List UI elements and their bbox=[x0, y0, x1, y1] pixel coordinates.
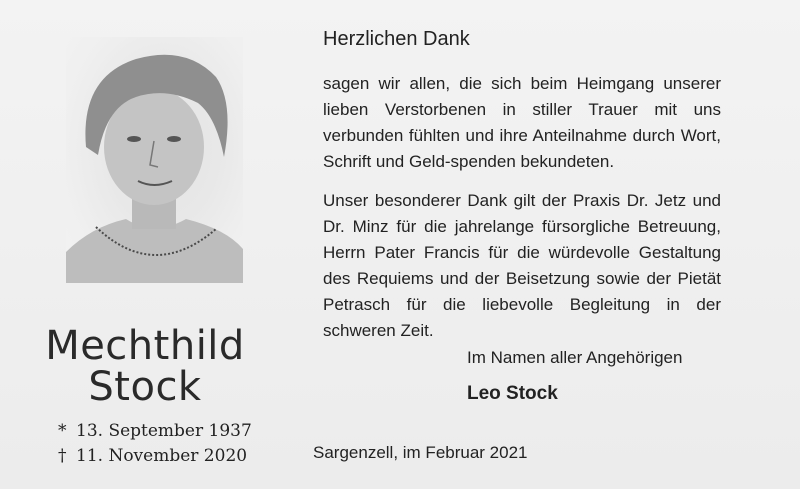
heading-block bbox=[323, 26, 719, 52]
closing-block bbox=[467, 346, 727, 406]
closing-line: Im Namen aller Angehörigen bbox=[467, 348, 683, 367]
portrait-photo bbox=[66, 37, 243, 283]
thanks-paragraph-1: sagen wir allen, die sich beim Heimgang unserer lieben Verstorbenen in stiller Trauer mit uns verbunden fühlten und ihre Anteilnahme durch Wort, Schrift und Geld-spenden bekundeten. bbox=[323, 74, 721, 171]
signer-name: Leo Stock bbox=[467, 383, 558, 404]
life-dates bbox=[58, 419, 258, 469]
birth-row bbox=[58, 419, 258, 444]
death-row bbox=[58, 444, 258, 469]
birth-date: 13. September 1937 bbox=[76, 421, 252, 441]
place-date: Sargenzell, im Februar 2021 bbox=[313, 443, 528, 462]
deceased-name bbox=[30, 323, 260, 410]
death-date: 11. November 2020 bbox=[76, 446, 248, 466]
first-name: Mechthild bbox=[45, 323, 245, 369]
last-name: Stock bbox=[88, 364, 202, 410]
birth-star-icon: * bbox=[58, 421, 67, 441]
thanks-heading: Herzlichen Dank bbox=[323, 28, 470, 50]
death-cross-icon: † bbox=[58, 446, 67, 466]
thanks-paragraph-2: Unser besonderer Dank gilt der Praxis Dr. Jetz und Dr. Minz für die jahrelange fürsorgliche Betreuung, Herrn Pater Francis für die würdevolle Gestaltung des Requiems und der Beisetzung sowie der Pietät Petrasch für die liebevolle Begleitung in der schweren Zeit. bbox=[323, 191, 721, 340]
